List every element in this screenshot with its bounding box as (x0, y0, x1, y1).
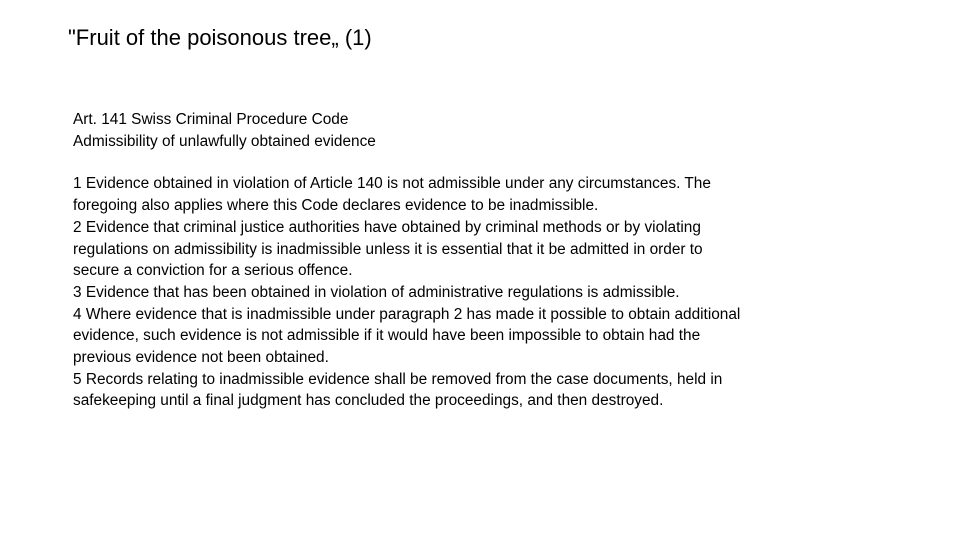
article-subtitle: Admissibility of unlawfully obtained evidence (73, 132, 376, 150)
article-reference: Art. 141 Swiss Criminal Procedure Code (73, 111, 349, 128)
paragraph-line: 1 Evidence obtained in violation of Article 140 is not admissible under any circumstances. The (73, 175, 711, 193)
paragraph-line: previous evidence not been obtained. (73, 349, 329, 367)
paragraph-line: secure a conviction for a serious offence. (73, 262, 353, 280)
slide-title: "Fruit of the poisonous tree„ (1) (68, 25, 372, 50)
paragraph-line: safekeeping until a final judgment has concluded the proceedings, and then destroyed. (73, 392, 664, 410)
slide-body (73, 109, 893, 412)
paragraph-line: 2 Evidence that criminal justice authorities have obtained by criminal methods or by violating (73, 218, 701, 236)
paragraph-line: 3 Evidence that has been obtained in violation of administrative regulations is admissible. (73, 283, 680, 301)
article-heading (73, 109, 893, 152)
article-paragraphs (73, 173, 893, 412)
paragraph-line: foregoing also applies where this Code declares evidence to be inadmissible. (73, 197, 599, 215)
paragraph-line: 5 Records relating to inadmissible evidence shall be removed from the case documents, held in (73, 370, 723, 388)
paragraph-line: regulations on admissibility is inadmissible unless it is essential that it be admitted in order to (73, 240, 703, 258)
paragraph-line: evidence, such evidence is not admissible if it would have been impossible to obtain had the (73, 327, 701, 345)
paragraph-line: 4 Where evidence that is inadmissible under paragraph 2 has made it possible to obtain additional (73, 305, 741, 323)
